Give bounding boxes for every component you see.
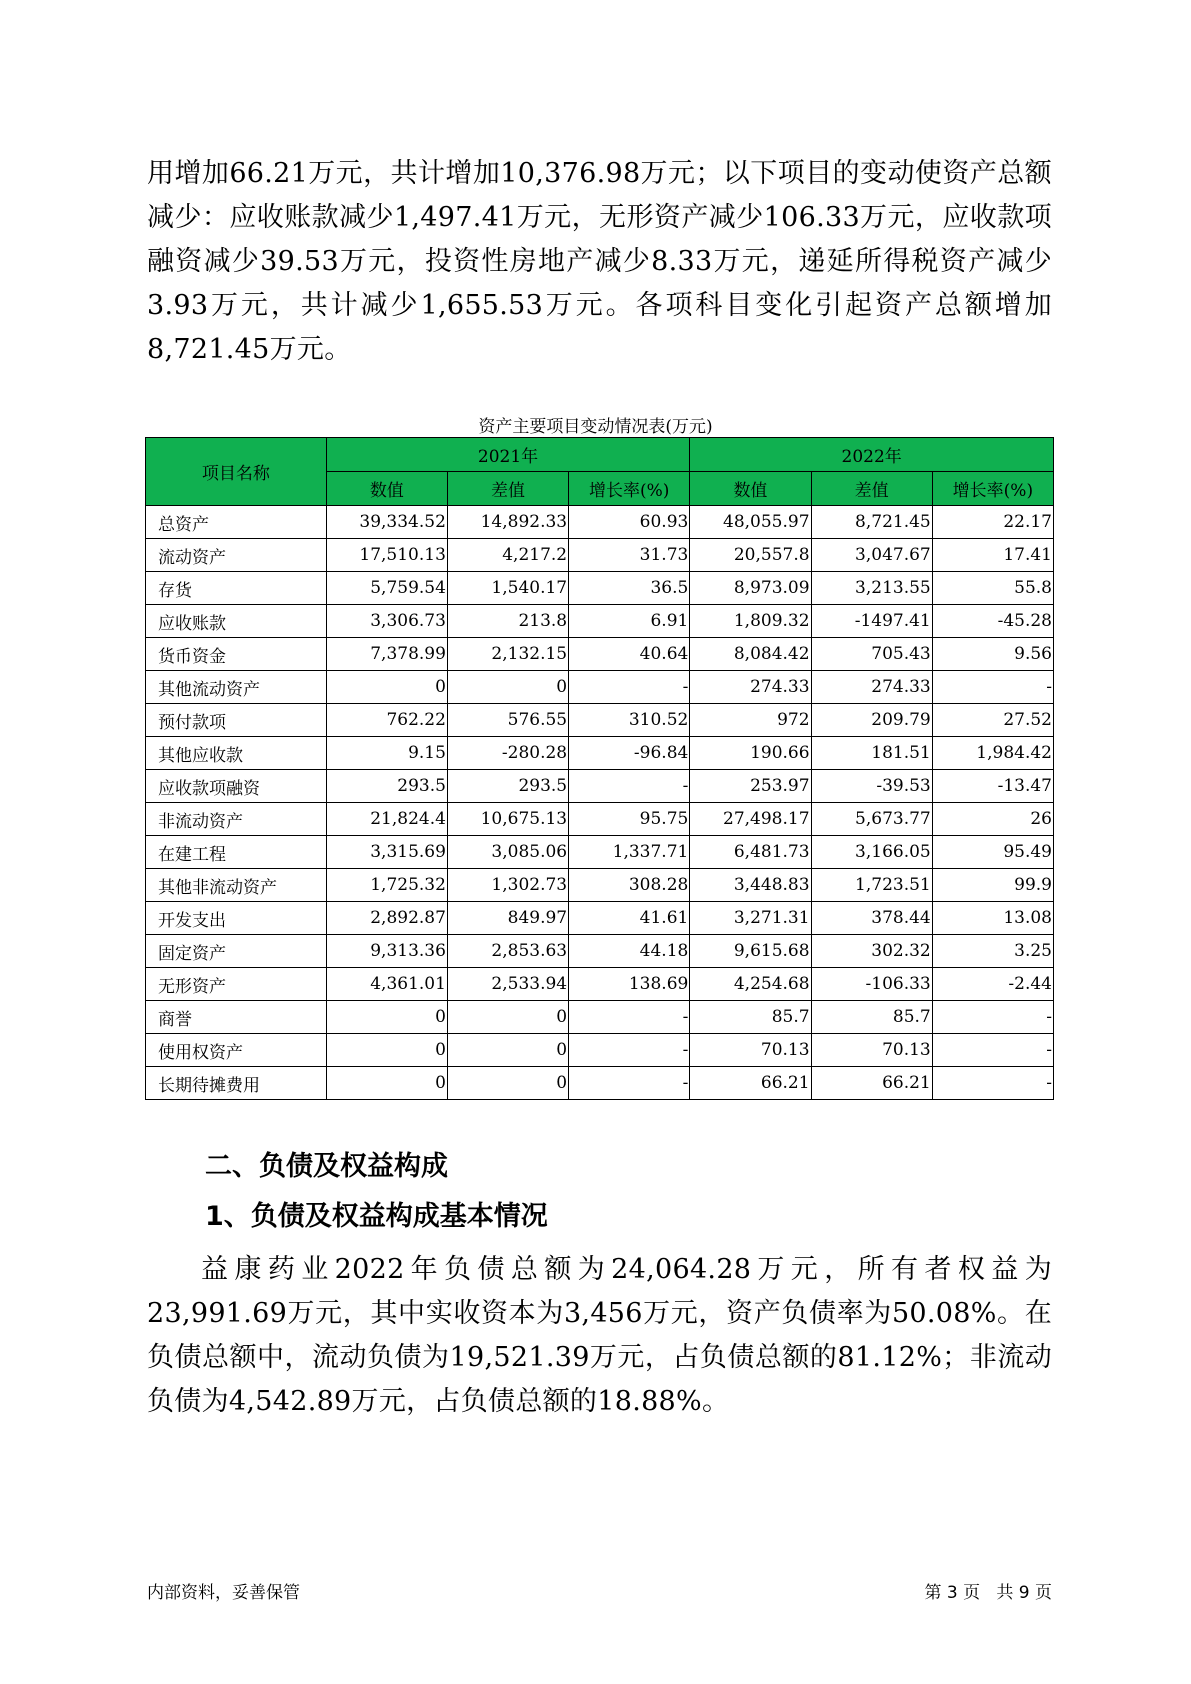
cell-v1: 1,725.32 — [326, 869, 447, 902]
cell-v2: 70.13 — [690, 1034, 811, 1067]
cell-d1: 3,085.06 — [447, 836, 568, 869]
table-row — [146, 1001, 1054, 1034]
cell-v2: 8,973.09 — [690, 572, 811, 605]
cell-d2: -106.33 — [811, 968, 932, 1001]
cell-v2: 6,481.73 — [690, 836, 811, 869]
header-year-2021: 2021年 — [326, 438, 690, 472]
cell-v2: 190.66 — [690, 737, 811, 770]
cell-v1: 5,759.54 — [326, 572, 447, 605]
cell-g2: 3.25 — [932, 935, 1053, 968]
row-item-name: 在建工程 — [146, 836, 327, 869]
cell-d1: 2,853.63 — [447, 935, 568, 968]
cell-g1: 44.18 — [569, 935, 690, 968]
row-item-name: 非流动资产 — [146, 803, 327, 836]
row-item-name: 无形资产 — [146, 968, 327, 1001]
cell-d2: 5,673.77 — [811, 803, 932, 836]
cell-v1: 293.5 — [326, 770, 447, 803]
cell-g1: - — [569, 770, 690, 803]
cell-v2: 972 — [690, 704, 811, 737]
cell-v2: 8,084.42 — [690, 638, 811, 671]
table-row — [146, 605, 1054, 638]
cell-g2: 9.56 — [932, 638, 1053, 671]
cell-v1: 0 — [326, 1067, 447, 1100]
cell-g2: 55.8 — [932, 572, 1053, 605]
cell-d1: 0 — [447, 671, 568, 704]
cell-d1: -280.28 — [447, 737, 568, 770]
cell-d1: 0 — [447, 1001, 568, 1034]
cell-d1: 849.97 — [447, 902, 568, 935]
row-item-name: 货币资金 — [146, 638, 327, 671]
header-year-2022: 2022年 — [690, 438, 1054, 472]
table-row — [146, 836, 1054, 869]
row-item-name: 预付款项 — [146, 704, 327, 737]
cell-g2: - — [932, 1067, 1053, 1100]
asset-change-table — [145, 437, 1054, 1100]
cell-d2: 302.32 — [811, 935, 932, 968]
cell-g2: 17.41 — [932, 539, 1053, 572]
cell-g1: 41.61 — [569, 902, 690, 935]
cell-d2: 209.79 — [811, 704, 932, 737]
cell-v1: 0 — [326, 1001, 447, 1034]
cell-v2: 27,498.17 — [690, 803, 811, 836]
cell-d1: 0 — [447, 1034, 568, 1067]
cell-g2: 27.52 — [932, 704, 1053, 737]
table-row — [146, 572, 1054, 605]
cell-d2: 3,166.05 — [811, 836, 932, 869]
cell-d2: 3,047.67 — [811, 539, 932, 572]
table-row — [146, 803, 1054, 836]
cell-v1: 3,306.73 — [326, 605, 447, 638]
table-row — [146, 968, 1054, 1001]
table-caption: 资产主要项目变动情况表(万元) — [478, 417, 713, 437]
row-item-name: 应收账款 — [146, 605, 327, 638]
cell-g2: -2.44 — [932, 968, 1053, 1001]
row-item-name: 流动资产 — [146, 539, 327, 572]
table-row — [146, 539, 1054, 572]
row-item-name: 应收款项融资 — [146, 770, 327, 803]
cell-g1: 36.5 — [569, 572, 690, 605]
cell-v2: 9,615.68 — [690, 935, 811, 968]
table-row — [146, 935, 1054, 968]
footer-confidential-note: 内部资料，妥善保管 — [147, 1583, 300, 1603]
cell-d2: 85.7 — [811, 1001, 932, 1034]
cell-d1: 2,533.94 — [447, 968, 568, 1001]
cell-d1: 14,892.33 — [447, 506, 568, 539]
section-heading: 二、负债及权益构成 — [205, 1151, 448, 1182]
table-row — [146, 671, 1054, 704]
cell-v1: 9.15 — [326, 737, 447, 770]
cell-d1: 2,132.15 — [447, 638, 568, 671]
cell-g1: 31.73 — [569, 539, 690, 572]
cell-v2: 3,448.83 — [690, 869, 811, 902]
header-diff-2021: 差值 — [447, 472, 568, 506]
cell-d2: 378.44 — [811, 902, 932, 935]
cell-g1: 1,337.71 — [569, 836, 690, 869]
footer-page-number: 第 3 页 共 9 页 — [924, 1583, 1052, 1603]
row-item-name: 其他流动资产 — [146, 671, 327, 704]
liability-paragraph-text: 益康药业2022年负债总额为24,064.28万元，所有者权益为23,991.69万元，其中实收资本为3,456万元，资产负债率为50.08%。在负债总额中，流动负债为19,521.39万元，占负债总额的81.12%；非流动负债为4,542.89万元，占负债总额的18.88%。 — [147, 1254, 1052, 1417]
cell-v1: 9,313.36 — [326, 935, 447, 968]
cell-d2: 3,213.55 — [811, 572, 932, 605]
table-row — [146, 1067, 1054, 1100]
cell-d1: 10,675.13 — [447, 803, 568, 836]
cell-g2: 95.49 — [932, 836, 1053, 869]
row-item-name: 开发支出 — [146, 902, 327, 935]
cell-g2: 26 — [932, 803, 1053, 836]
cell-d2: 8,721.45 — [811, 506, 932, 539]
cell-g1: -96.84 — [569, 737, 690, 770]
cell-g2: -13.47 — [932, 770, 1053, 803]
cell-g2: 99.9 — [932, 869, 1053, 902]
cell-v2: 253.97 — [690, 770, 811, 803]
table-row — [146, 902, 1054, 935]
cell-g1: 6.91 — [569, 605, 690, 638]
cell-g1: 308.28 — [569, 869, 690, 902]
cell-d2: 70.13 — [811, 1034, 932, 1067]
table-row — [146, 1034, 1054, 1067]
cell-g2: -45.28 — [932, 605, 1053, 638]
table-row — [146, 737, 1054, 770]
cell-v2: 48,055.97 — [690, 506, 811, 539]
header-value-2021: 数值 — [326, 472, 447, 506]
row-item-name: 长期待摊费用 — [146, 1067, 327, 1100]
header-item-name: 项目名称 — [146, 438, 327, 506]
cell-v1: 4,361.01 — [326, 968, 447, 1001]
cell-v1: 0 — [326, 1034, 447, 1067]
cell-v1: 7,378.99 — [326, 638, 447, 671]
cell-v1: 762.22 — [326, 704, 447, 737]
cell-d2: 1,723.51 — [811, 869, 932, 902]
cell-v2: 274.33 — [690, 671, 811, 704]
cell-d1: 4,217.2 — [447, 539, 568, 572]
row-item-name: 固定资产 — [146, 935, 327, 968]
cell-d1: 293.5 — [447, 770, 568, 803]
cell-g2: 13.08 — [932, 902, 1053, 935]
table-row — [146, 704, 1054, 737]
cell-g2: - — [932, 1034, 1053, 1067]
cell-g2: - — [932, 1001, 1053, 1034]
row-item-name: 使用权资产 — [146, 1034, 327, 1067]
cell-d1: 1,302.73 — [447, 869, 568, 902]
cell-v1: 0 — [326, 671, 447, 704]
cell-g1: - — [569, 671, 690, 704]
cell-d2: 705.43 — [811, 638, 932, 671]
row-item-name: 商誉 — [146, 1001, 327, 1034]
header-value-2022: 数值 — [690, 472, 811, 506]
cell-g2: 1,984.42 — [932, 737, 1053, 770]
cell-g1: 138.69 — [569, 968, 690, 1001]
table-body — [146, 506, 1054, 1100]
subsection-heading: 1、负债及权益构成基本情况 — [205, 1201, 548, 1232]
table-header-row-years — [146, 438, 1054, 472]
intro-paragraph-text: 用增加66.21万元，共计增加10,376.98万元；以下项目的变动使资产总额减少：应收账款减少1,497.41万元，无形资产减少106.33万元，应收款项融资减少39.53万元，投资性房地产减少8.33万元，递延所得税资产减少3.93万元，共计减少1,655.53万元。各项科目变化引起资产总额增加8,721.45万元。 — [147, 158, 1052, 365]
cell-v1: 21,824.4 — [326, 803, 447, 836]
row-item-name: 存货 — [146, 572, 327, 605]
table-row — [146, 770, 1054, 803]
cell-g1: - — [569, 1001, 690, 1034]
cell-d1: 1,540.17 — [447, 572, 568, 605]
cell-v2: 4,254.68 — [690, 968, 811, 1001]
cell-g2: 22.17 — [932, 506, 1053, 539]
cell-g1: 60.93 — [569, 506, 690, 539]
cell-v1: 3,315.69 — [326, 836, 447, 869]
header-growth-2021: 增长率(%) — [569, 472, 690, 506]
cell-d1: 576.55 — [447, 704, 568, 737]
cell-v2: 66.21 — [690, 1067, 811, 1100]
cell-d2: -39.53 — [811, 770, 932, 803]
cell-v2: 3,271.31 — [690, 902, 811, 935]
cell-v2: 1,809.32 — [690, 605, 811, 638]
intro-paragraph — [147, 152, 1052, 372]
row-item-name: 其他非流动资产 — [146, 869, 327, 902]
header-diff-2022: 差值 — [811, 472, 932, 506]
cell-d2: 274.33 — [811, 671, 932, 704]
cell-v1: 17,510.13 — [326, 539, 447, 572]
table-row — [146, 869, 1054, 902]
table-row — [146, 638, 1054, 671]
cell-g1: 310.52 — [569, 704, 690, 737]
cell-d1: 213.8 — [447, 605, 568, 638]
cell-g1: - — [569, 1034, 690, 1067]
cell-v2: 85.7 — [690, 1001, 811, 1034]
row-item-name: 总资产 — [146, 506, 327, 539]
cell-g1: - — [569, 1067, 690, 1100]
header-growth-2022: 增长率(%) — [932, 472, 1053, 506]
cell-d1: 0 — [447, 1067, 568, 1100]
liability-paragraph — [147, 1248, 1052, 1424]
cell-d2: 66.21 — [811, 1067, 932, 1100]
table-row — [146, 506, 1054, 539]
row-item-name: 其他应收款 — [146, 737, 327, 770]
cell-g1: 95.75 — [569, 803, 690, 836]
cell-v2: 20,557.8 — [690, 539, 811, 572]
cell-v1: 39,334.52 — [326, 506, 447, 539]
cell-g2: - — [932, 671, 1053, 704]
cell-g1: 40.64 — [569, 638, 690, 671]
cell-v1: 2,892.87 — [326, 902, 447, 935]
cell-d2: 181.51 — [811, 737, 932, 770]
cell-d2: -1497.41 — [811, 605, 932, 638]
